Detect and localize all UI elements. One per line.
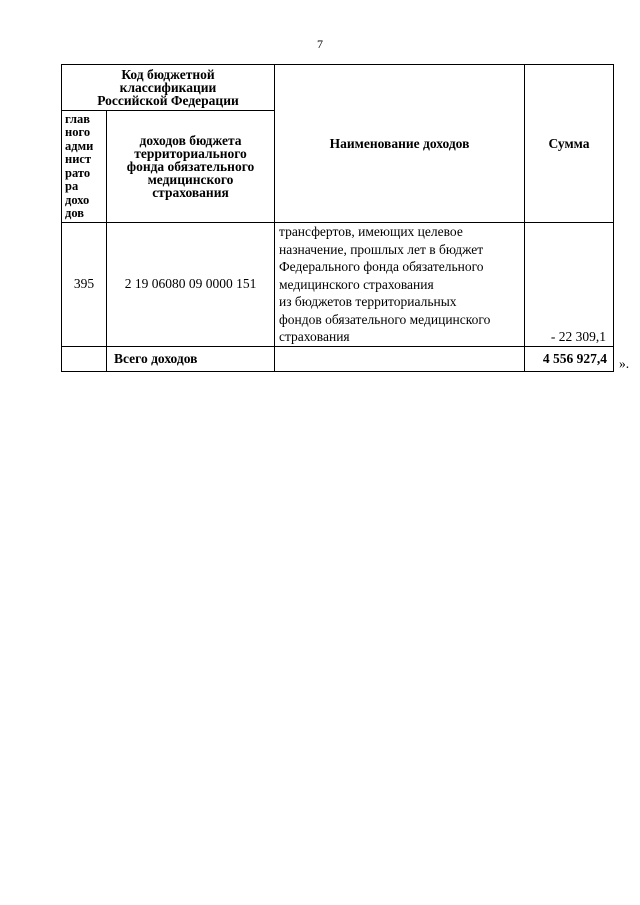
chief-administrator-header	[62, 111, 107, 223]
table-row	[62, 223, 614, 347]
income-name-line: медицинского страхования	[279, 276, 434, 292]
income-header-line: фонда обязательного	[126, 159, 255, 174]
admin-header-line: рато	[65, 165, 91, 180]
closing-quote-mark: ».	[619, 356, 630, 371]
income-name-line: страхования	[279, 329, 350, 344]
table-header-row-1	[62, 65, 614, 111]
income-header-line: территориального	[134, 146, 247, 161]
total-label: Всего доходов	[107, 346, 275, 371]
total-row	[62, 346, 614, 371]
sum-header: Сумма	[525, 65, 614, 223]
admin-header-line: глав	[65, 111, 91, 126]
income-header-line: страхования	[152, 185, 229, 200]
income-header-line: медицинского	[147, 172, 234, 187]
sum-cell: - 22 309,1	[525, 223, 614, 347]
header-group-line: Российской Федерации	[97, 93, 239, 108]
income-name-line: из бюджетов территориальных	[279, 294, 457, 309]
admin-code-cell: 395	[62, 223, 107, 347]
income-table	[61, 64, 614, 372]
total-admin-cell	[62, 346, 107, 371]
budget-classification-header	[62, 65, 275, 111]
admin-header-line: адми	[65, 138, 94, 153]
income-name-line: Федерального фонда обязательного	[279, 259, 484, 274]
income-name-header: Наименование доходов	[275, 65, 525, 223]
income-header-line: доходов бюджета	[139, 133, 242, 148]
budget-code-cell: 2 19 06080 09 0000 151	[107, 223, 275, 347]
fund-income-code-header	[107, 111, 275, 223]
income-name-line: назначение, прошлых лет в бюджет	[279, 241, 484, 257]
page-number: 7	[317, 37, 323, 51]
header-group-line: классификации	[119, 80, 217, 95]
admin-header-line: ного	[65, 125, 91, 139]
admin-header-line: ра	[65, 179, 79, 193]
header-group-line: Код бюджетной	[121, 67, 215, 82]
total-sum: 4 556 927,4	[525, 346, 614, 371]
admin-header-line: дов	[65, 206, 85, 220]
admin-header-line: нист	[65, 152, 92, 166]
income-name-line: фондов обязательного медицинского	[279, 311, 491, 327]
admin-header-line: дохо	[65, 192, 90, 207]
total-name-cell	[275, 346, 525, 371]
income-name-line: трансфертов, имеющих целевое	[279, 224, 463, 239]
income-name-cell	[275, 223, 525, 347]
